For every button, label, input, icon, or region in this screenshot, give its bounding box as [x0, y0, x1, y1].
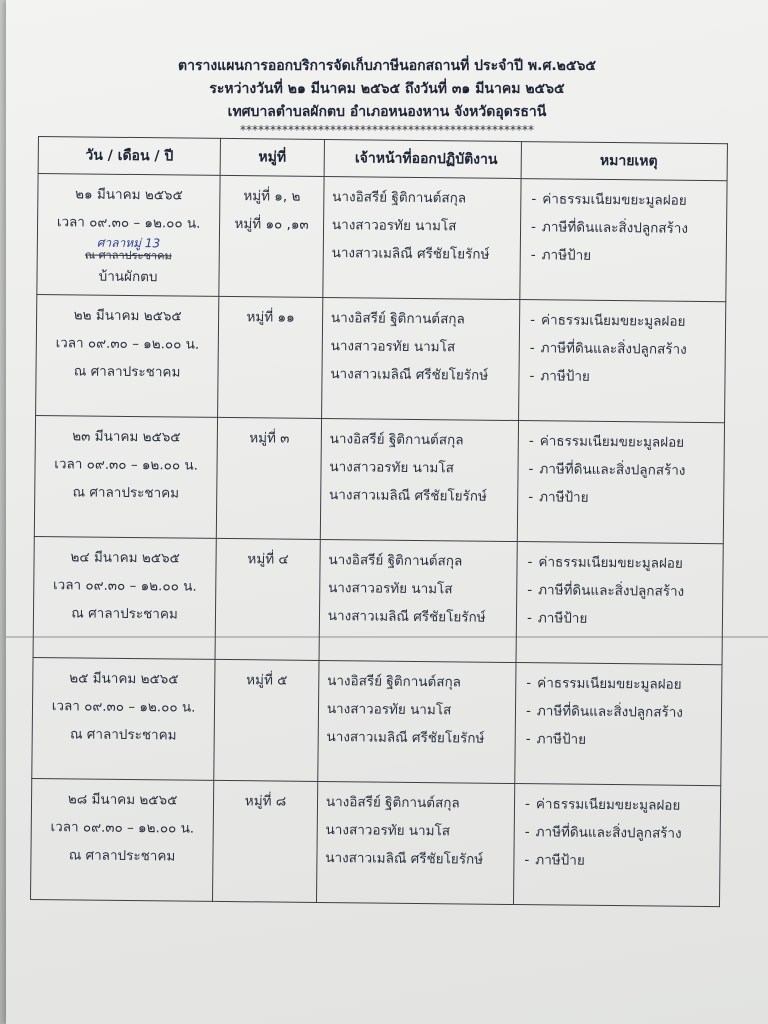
- note-text: ค่าธรรมเนียมขยะมูลฝอย: [535, 796, 681, 814]
- time-text: เวลา ๐๙.๓๐ – ๑๒.๐๐ น.: [55, 335, 200, 353]
- note-text: ภาษีที่ดินและสิ่งปลูกสร้าง: [538, 582, 685, 600]
- staff-name: นางสาวเมลิณี ศรีชัยโยรักษ์: [325, 850, 484, 868]
- date-text: ๒๑ มีนาคม ๒๕๖๕: [75, 186, 183, 204]
- staff-name: นางสาวอรทัย นามโส: [329, 459, 454, 477]
- note-item: - ภาษีที่ดินและสิ่งปลูกสร้าง: [524, 824, 682, 842]
- note-item: - ภาษีที่ดินและสิ่งปลูกสร้าง: [529, 340, 687, 358]
- moo-text: หมู่ที่ ๑๐ ,๑๓: [234, 216, 309, 233]
- moo-cell: [215, 538, 320, 660]
- note-item: - ค่าธรรมเนียมขยะมูลฝอย: [531, 191, 687, 209]
- moo-text: หมู่ที่ ๑๑: [246, 309, 295, 326]
- note-text: ภาษีป้าย: [539, 489, 589, 506]
- moo-text: หมู่ที่ ๑, ๒: [243, 188, 301, 205]
- date-cell: [32, 657, 215, 780]
- schedule-table: [30, 136, 728, 907]
- table-row: [31, 778, 721, 906]
- moo-cell: [218, 296, 323, 418]
- table-row: [32, 657, 722, 785]
- table-row: [33, 536, 723, 664]
- moo-text: หมู่ที่ ๔: [247, 551, 289, 568]
- date-text: ๒๘ มีนาคม ๒๕๖๕: [67, 791, 178, 809]
- note-item: - ภาษีที่ดินและสิ่งปลูกสร้าง: [528, 461, 686, 479]
- column-header-note: หมายเหตุ: [521, 142, 727, 181]
- note-text: ภาษีที่ดินและสิ่งปลูกสร้าง: [535, 824, 682, 842]
- note-item: - ภาษีที่ดินและสิ่งปลูกสร้าง: [525, 703, 684, 721]
- moo-cell: [213, 780, 318, 902]
- note-item: - ภาษีป้าย: [528, 489, 589, 506]
- staff-cell: [323, 176, 521, 299]
- table-row: [34, 415, 724, 543]
- staff-cell: [320, 418, 518, 541]
- document-header: [6, 55, 768, 136]
- note-item: - ค่าธรรมเนียมขยะมูลฝอย: [530, 312, 686, 330]
- time-text: เวลา ๐๙.๓๐ – ๑๒.๐๐ น.: [56, 214, 201, 232]
- moo-text: หมู่ที่ ๓: [249, 430, 290, 447]
- staff-name: นางอิสรีย์ ฐิติกานต์สกุล: [327, 673, 462, 691]
- date-cell: [36, 294, 219, 417]
- staff-name: นางสาวเมลิณี ศรีชัยโยรักษ์: [329, 487, 487, 505]
- staff-name: นางสาวเมลิณี ศรีชัยโยรักษ์: [331, 245, 490, 263]
- place-text: ณ ศาลาประชาคม: [68, 847, 176, 865]
- note-text: ค่าธรรมเนียมขยะมูลฝอย: [540, 312, 686, 330]
- staff-name: นางสาวอรทัย นามโส: [328, 580, 453, 598]
- note-cell: [517, 421, 724, 544]
- note-text: ค่าธรรมเนียมขยะมูลฝอย: [537, 675, 682, 693]
- note-cell: [514, 784, 721, 907]
- note-text: ภาษีที่ดินและสิ่งปลูกสร้าง: [536, 703, 684, 721]
- staff-cell: [319, 539, 517, 662]
- note-cell: [516, 542, 723, 665]
- staff-name: นางสาวเมลิณี ศรีชัยโยรักษ์: [327, 608, 486, 626]
- date-cell: [37, 174, 220, 297]
- place-text: ณ ศาลาประชาคม: [72, 484, 180, 502]
- table-row: [37, 174, 727, 302]
- staff-name: นางสาวเมลิณี ศรีชัยโยรักษ์: [326, 729, 485, 747]
- date-text: ๒๓ มีนาคม ๒๕๖๕: [72, 428, 181, 446]
- note-text: ภาษีป้าย: [537, 610, 588, 627]
- staff-name: นางสาวอรทัย นามโส: [325, 822, 451, 840]
- note-text: ภาษีป้าย: [540, 368, 590, 385]
- date-cell: [33, 536, 216, 659]
- staff-name: นางสาวอรทัย นามโส: [330, 338, 456, 356]
- date-cell: [31, 778, 214, 901]
- note-item: - ภาษีป้าย: [525, 731, 587, 748]
- date-text: ๒๕ มีนาคม ๒๕๖๕: [69, 670, 179, 688]
- column-header-moo: หมู่ที่: [220, 138, 324, 176]
- note-text: ภาษีที่ดินและสิ่งปลูกสร้าง: [540, 340, 687, 358]
- place-text: ณ ศาลาประชาคม: [71, 605, 178, 623]
- time-text: เวลา ๐๙.๓๐ – ๑๒.๐๐ น.: [54, 456, 199, 474]
- time-text: เวลา ๐๙.๓๐ – ๑๒.๐๐ น.: [52, 577, 197, 595]
- handwritten-note: ศาลาหมู่ 13: [96, 235, 161, 251]
- note-item: - ภาษีป้าย: [524, 852, 585, 869]
- moo-cell: [216, 417, 321, 539]
- time-text: เวลา ๐๙.๓๐ – ๑๒.๐๐ น.: [51, 698, 196, 716]
- staff-name: นางอิสรีย์ ฐิติกานต์สกุล: [328, 552, 463, 570]
- staff-name: นางอิสรีย์ ฐิติกานต์สกุล: [332, 189, 467, 207]
- header-date-range: ระหว่างวันที่ ๒๑ มีนาคม ๒๕๖๕ ถึงวันที่ ๓๑ มีนาคม ๒๕๖๕: [209, 81, 565, 97]
- note-cell: [519, 300, 726, 423]
- staff-name: นางสาวอรทัย นามโส: [326, 701, 452, 719]
- moo-text: หมู่ที่ ๘: [244, 793, 287, 810]
- note-item: - ค่าธรรมเนียมขยะมูลฝอย: [528, 433, 685, 451]
- note-item: - ภาษีที่ดินและสิ่งปลูกสร้าง: [527, 582, 685, 600]
- note-text: ภาษีป้าย: [535, 852, 585, 869]
- note-cell: [520, 179, 727, 302]
- staff-cell: [318, 660, 516, 783]
- note-text: ค่าธรรมเนียมขยะมูลฝอย: [542, 191, 687, 209]
- note-text: ค่าธรรมเนียมขยะมูลฝอย: [539, 433, 685, 451]
- column-header-date: วัน / เดือน / ปี: [38, 137, 221, 176]
- note-text: ภาษีที่ดินและสิ่งปลูกสร้าง: [541, 219, 689, 237]
- note-text: ค่าธรรมเนียมขยะมูลฝอย: [538, 554, 683, 572]
- header-municipality: เทศบาลตำบลผักตบ อำเภอหนองหาน จังหวัดอุดรธานี: [227, 104, 547, 120]
- staff-cell: [316, 781, 514, 904]
- place-text: ณ ศาลาประชาคม: [69, 726, 177, 744]
- note-item: - ค่าธรรมเนียมขยะมูลฝอย: [524, 796, 681, 814]
- note-text: ภาษีป้าย: [541, 247, 592, 264]
- moo-cell: [214, 659, 319, 781]
- note-item: - ภาษีป้าย: [529, 368, 590, 385]
- note-text: ภาษีที่ดินและสิ่งปลูกสร้าง: [539, 461, 686, 479]
- date-text: ๒๔ มีนาคม ๒๕๖๕: [70, 549, 180, 567]
- staff-name: นางอิสรีย์ ฐิติกานต์สกุล: [329, 431, 464, 449]
- note-item: - ค่าธรรมเนียมขยะมูลฝอย: [527, 554, 683, 572]
- note-item: - ค่าธรรมเนียมขยะมูลฝอย: [526, 675, 682, 693]
- staff-name: นางอิสรีย์ ฐิติกานต์สกุล: [325, 794, 460, 812]
- column-header-staff: เจ้าหน้าที่ออกปฏิบัติงาน: [324, 139, 522, 178]
- place-text: ณ ศาลาประชาคม: [73, 363, 181, 381]
- header-divider: *************************************************: [240, 124, 534, 136]
- date-cell: [34, 415, 217, 538]
- staff-name: นางสาวอรทัย นามโส: [331, 217, 457, 235]
- struck-place-text: ณ ศาลาประชาคม: [84, 248, 172, 263]
- staff-cell: [321, 297, 519, 420]
- table-row: [36, 294, 726, 422]
- note-cell: [515, 663, 722, 786]
- moo-text: หมู่ที่ ๕: [246, 672, 288, 689]
- note-item: - ภาษีที่ดินและสิ่งปลูกสร้าง: [531, 219, 689, 237]
- staff-name: นางสาวเมลิณี ศรีชัยโยรักษ์: [330, 366, 489, 384]
- note-item: - ภาษีป้าย: [530, 247, 592, 264]
- note-text: ภาษีป้าย: [536, 731, 587, 748]
- time-text: เวลา ๐๙.๓๐ – ๑๒.๐๐ น.: [50, 819, 195, 837]
- date-text: ๒๒ มีนาคม ๒๕๖๕: [73, 307, 182, 325]
- header-title: ตารางแผนการออกบริการจัดเก็บภาษีนอกสถานที่ ประจำปี พ.ศ.๒๕๖๕: [178, 58, 596, 74]
- note-item: - ภาษีป้าย: [526, 610, 588, 627]
- paper-fold-crease: [6, 636, 768, 638]
- staff-name: นางอิสรีย์ ฐิติกานต์สกุล: [330, 310, 465, 328]
- moo-cell: [219, 175, 324, 297]
- place-text: บ้านผักตบ: [98, 268, 158, 286]
